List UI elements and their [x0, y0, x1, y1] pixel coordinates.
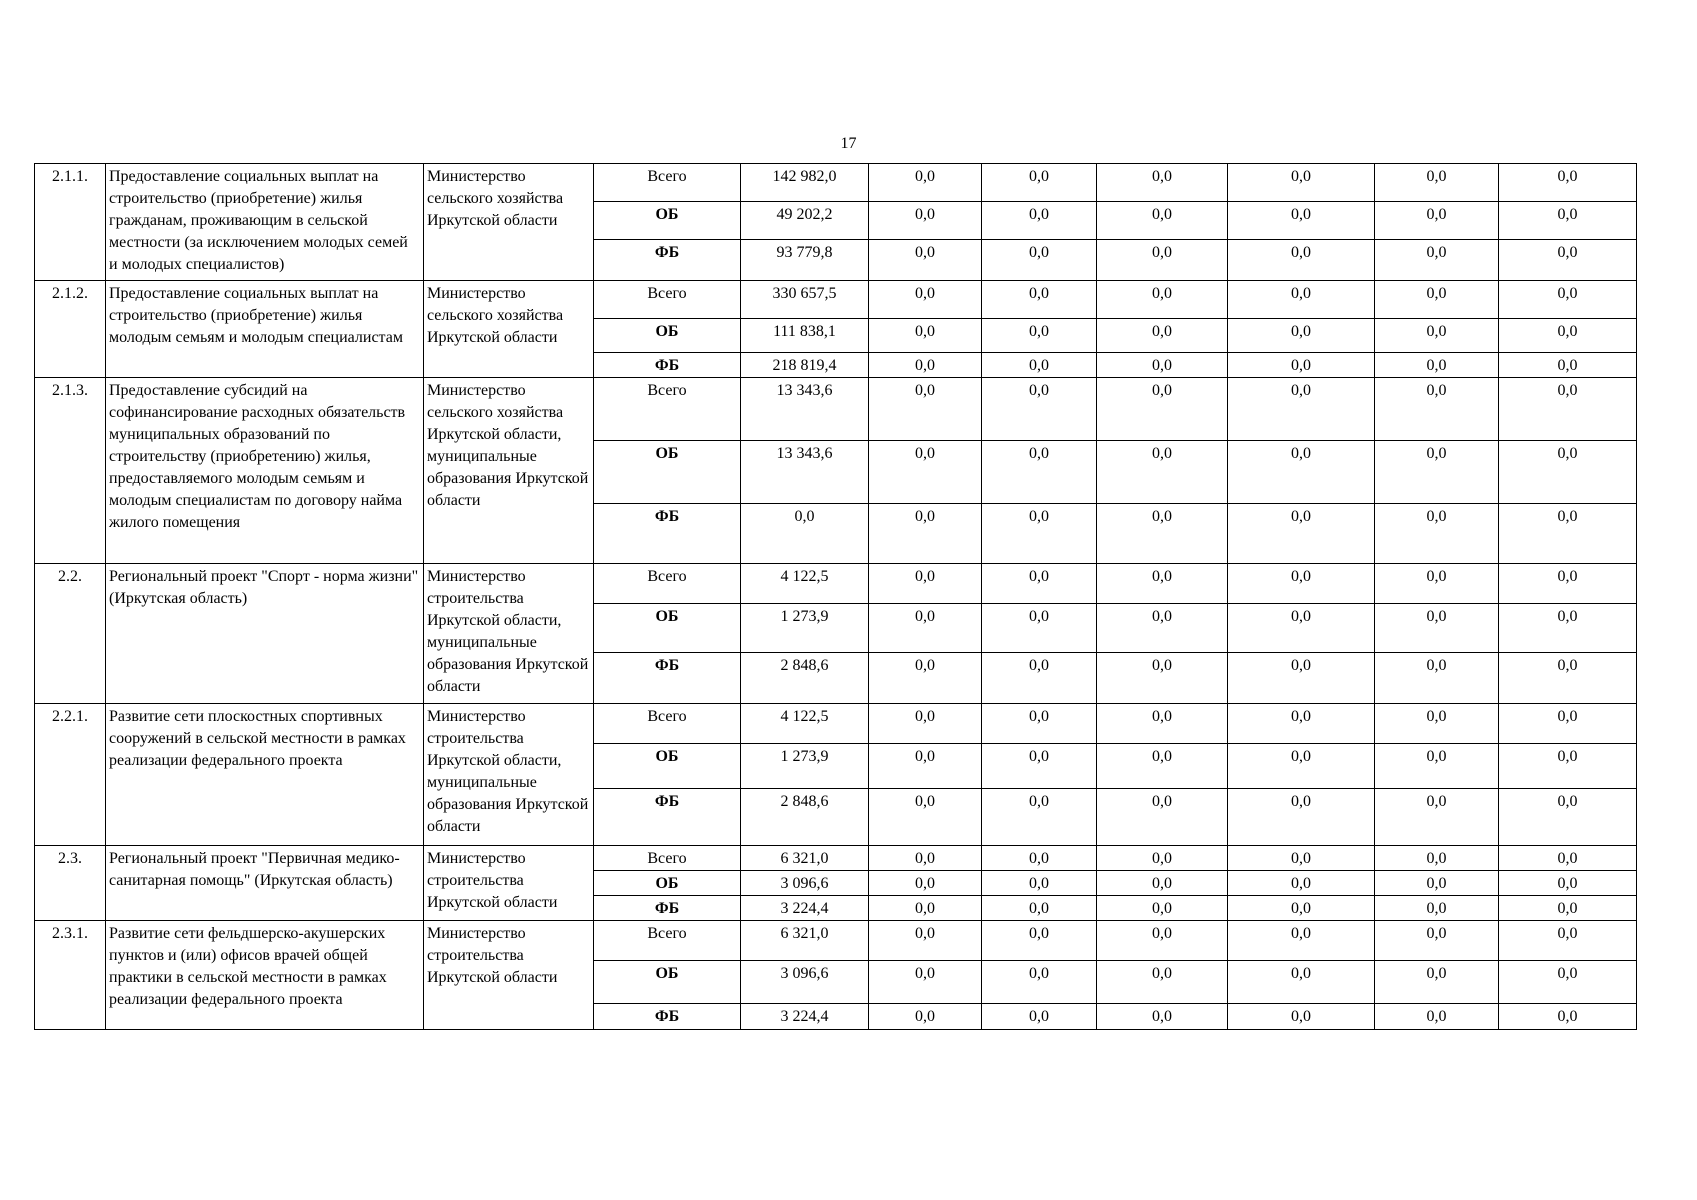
funding-year-value: 0,0 — [1228, 240, 1375, 281]
funding-year-value: 0,0 — [1375, 164, 1499, 202]
item-code: 2.3. — [35, 846, 106, 921]
funding-year-value: 0,0 — [869, 653, 982, 704]
funding-year-value: 0,0 — [1499, 846, 1637, 871]
item-executor: Министерство сельского хозяйства Иркутской области, муниципальные образования Иркутской области — [424, 378, 594, 564]
funding-total: 1 273,9 — [741, 604, 869, 653]
page-number: 17 — [840, 135, 857, 152]
table-row — [35, 921, 1637, 961]
item-code: 2.2. — [35, 564, 106, 704]
funding-source: ФБ — [594, 504, 741, 564]
funding-year-value: 0,0 — [1499, 441, 1637, 504]
funding-year-value: 0,0 — [1375, 604, 1499, 653]
funding-year-value: 0,0 — [1375, 1004, 1499, 1030]
item-executor: Министерство строительства Иркутской области, муниципальные образования Иркутской области — [424, 564, 594, 704]
item-executor: Министерство сельского хозяйства Иркутской области — [424, 164, 594, 281]
funding-total: 3 096,6 — [741, 961, 869, 1004]
funding-year-value: 0,0 — [1097, 564, 1228, 604]
funding-year-value: 0,0 — [982, 504, 1097, 564]
funding-year-value: 0,0 — [1097, 604, 1228, 653]
funding-total: 4 122,5 — [741, 564, 869, 604]
funding-year-value: 0,0 — [1097, 921, 1228, 961]
funding-source: ФБ — [594, 353, 741, 378]
table-row — [35, 281, 1637, 319]
item-name: Предоставление социальных выплат на строительство (приобретение) жилья молодым семьям и молодым специалистам — [106, 281, 424, 378]
funding-source: Всего — [594, 164, 741, 202]
funding-total: 93 779,8 — [741, 240, 869, 281]
funding-year-value: 0,0 — [1499, 353, 1637, 378]
funding-year-value: 0,0 — [982, 846, 1097, 871]
funding-year-value: 0,0 — [982, 871, 1097, 896]
funding-year-value: 0,0 — [982, 1004, 1097, 1030]
funding-source: Всего — [594, 378, 741, 441]
funding-source: ФБ — [594, 896, 741, 921]
funding-year-value: 0,0 — [1228, 202, 1375, 240]
funding-year-value: 0,0 — [1375, 441, 1499, 504]
funding-year-value: 0,0 — [1499, 378, 1637, 441]
funding-year-value: 0,0 — [1499, 744, 1637, 789]
funding-year-value: 0,0 — [982, 441, 1097, 504]
item-code: 2.1.3. — [35, 378, 106, 564]
funding-total: 2 848,6 — [741, 789, 869, 846]
item-executor: Министерство строительства Иркутской области, муниципальные образования Иркутской области — [424, 704, 594, 846]
funding-year-value: 0,0 — [1375, 378, 1499, 441]
funding-year-value: 0,0 — [1228, 704, 1375, 744]
funding-year-value: 0,0 — [1228, 281, 1375, 319]
funding-year-value: 0,0 — [1097, 441, 1228, 504]
item-executor: Министерство сельского хозяйства Иркутской области — [424, 281, 594, 378]
funding-year-value: 0,0 — [869, 871, 982, 896]
funding-year-value: 0,0 — [1097, 961, 1228, 1004]
funding-year-value: 0,0 — [1375, 319, 1499, 353]
funding-source: ОБ — [594, 961, 741, 1004]
funding-source: Всего — [594, 564, 741, 604]
funding-year-value: 0,0 — [1375, 744, 1499, 789]
funding-year-value: 0,0 — [1375, 653, 1499, 704]
funding-year-value: 0,0 — [1228, 871, 1375, 896]
funding-year-value: 0,0 — [1097, 704, 1228, 744]
funding-year-value: 0,0 — [1228, 441, 1375, 504]
funding-year-value: 0,0 — [1097, 653, 1228, 704]
item-name: Развитие сети фельдшерско-акушерских пунктов и (или) офисов врачей общей практики в сельской местности в рамках реализации федерального проекта — [106, 921, 424, 1030]
funding-year-value: 0,0 — [1097, 744, 1228, 789]
funding-year-value: 0,0 — [1499, 704, 1637, 744]
funding-year-value: 0,0 — [982, 704, 1097, 744]
funding-year-value: 0,0 — [1228, 789, 1375, 846]
funding-total: 6 321,0 — [741, 846, 869, 871]
funding-source: Всего — [594, 921, 741, 961]
funding-year-value: 0,0 — [982, 564, 1097, 604]
funding-year-value: 0,0 — [1375, 504, 1499, 564]
funding-total: 6 321,0 — [741, 921, 869, 961]
funding-year-value: 0,0 — [1499, 164, 1637, 202]
item-name: Предоставление субсидий на софинансирование расходных обязательств муниципальных образований по строительству (приобретению) жилья, предоставляемого молодым семьям и молодым специалистам по договору найма жилого помещения — [106, 378, 424, 564]
funding-table — [34, 163, 1637, 1030]
funding-year-value: 0,0 — [1499, 896, 1637, 921]
funding-year-value: 0,0 — [1499, 1004, 1637, 1030]
funding-year-value: 0,0 — [869, 789, 982, 846]
funding-year-value: 0,0 — [1097, 789, 1228, 846]
funding-year-value: 0,0 — [869, 896, 982, 921]
funding-year-value: 0,0 — [1375, 921, 1499, 961]
funding-year-value: 0,0 — [982, 378, 1097, 441]
funding-year-value: 0,0 — [1097, 353, 1228, 378]
funding-year-value: 0,0 — [1097, 504, 1228, 564]
funding-total: 3 224,4 — [741, 896, 869, 921]
funding-year-value: 0,0 — [869, 564, 982, 604]
funding-source: ФБ — [594, 653, 741, 704]
funding-year-value: 0,0 — [982, 281, 1097, 319]
funding-year-value: 0,0 — [982, 961, 1097, 1004]
item-executor: Министерство строительства Иркутской области — [424, 921, 594, 1030]
funding-year-value: 0,0 — [869, 921, 982, 961]
funding-year-value: 0,0 — [869, 744, 982, 789]
funding-year-value: 0,0 — [1375, 871, 1499, 896]
funding-total: 3 224,4 — [741, 1004, 869, 1030]
funding-source: Всего — [594, 281, 741, 319]
funding-year-value: 0,0 — [1499, 961, 1637, 1004]
table-row — [35, 846, 1637, 871]
funding-year-value: 0,0 — [1499, 202, 1637, 240]
funding-year-value: 0,0 — [1375, 704, 1499, 744]
funding-total: 4 122,5 — [741, 704, 869, 744]
funding-year-value: 0,0 — [1499, 281, 1637, 319]
funding-year-value: 0,0 — [869, 441, 982, 504]
funding-source: ОБ — [594, 319, 741, 353]
funding-year-value: 0,0 — [982, 896, 1097, 921]
funding-year-value: 0,0 — [982, 240, 1097, 281]
funding-source: ФБ — [594, 1004, 741, 1030]
funding-source: ОБ — [594, 202, 741, 240]
funding-year-value: 0,0 — [1097, 240, 1228, 281]
funding-year-value: 0,0 — [869, 319, 982, 353]
funding-year-value: 0,0 — [1097, 846, 1228, 871]
funding-source: Всего — [594, 704, 741, 744]
funding-year-value: 0,0 — [1375, 961, 1499, 1004]
funding-year-value: 0,0 — [982, 653, 1097, 704]
funding-year-value: 0,0 — [869, 202, 982, 240]
funding-total: 13 343,6 — [741, 378, 869, 441]
table-row — [35, 164, 1637, 202]
funding-year-value: 0,0 — [1228, 564, 1375, 604]
funding-year-value: 0,0 — [869, 240, 982, 281]
item-name: Развитие сети плоскостных спортивных сооружений в сельской местности в рамках реализации федерального проекта — [106, 704, 424, 846]
funding-year-value: 0,0 — [869, 281, 982, 319]
table-row — [35, 704, 1637, 744]
item-name: Региональный проект "Спорт - норма жизни" (Иркутская область) — [106, 564, 424, 704]
funding-year-value: 0,0 — [1228, 921, 1375, 961]
funding-source: Всего — [594, 846, 741, 871]
table-row — [35, 378, 1637, 441]
funding-year-value: 0,0 — [982, 604, 1097, 653]
funding-year-value: 0,0 — [982, 789, 1097, 846]
funding-year-value: 0,0 — [982, 353, 1097, 378]
item-code: 2.1.2. — [35, 281, 106, 378]
funding-year-value: 0,0 — [1375, 789, 1499, 846]
item-name: Предоставление социальных выплат на строительство (приобретение) жилья гражданам, проживающим в сельской местности (за исключением молодых семей и молодых специалистов) — [106, 164, 424, 281]
funding-year-value: 0,0 — [869, 353, 982, 378]
funding-year-value: 0,0 — [869, 846, 982, 871]
funding-year-value: 0,0 — [1499, 319, 1637, 353]
funding-total: 13 343,6 — [741, 441, 869, 504]
item-code: 2.1.1. — [35, 164, 106, 281]
funding-source: ФБ — [594, 240, 741, 281]
item-executor: Министерство строительства Иркутской области — [424, 846, 594, 921]
funding-year-value: 0,0 — [1228, 1004, 1375, 1030]
funding-year-value: 0,0 — [1228, 846, 1375, 871]
funding-year-value: 0,0 — [869, 1004, 982, 1030]
funding-year-value: 0,0 — [1228, 164, 1375, 202]
funding-year-value: 0,0 — [1097, 202, 1228, 240]
funding-year-value: 0,0 — [1375, 353, 1499, 378]
funding-year-value: 0,0 — [1097, 896, 1228, 921]
funding-year-value: 0,0 — [869, 961, 982, 1004]
funding-year-value: 0,0 — [1097, 164, 1228, 202]
funding-year-value: 0,0 — [1375, 564, 1499, 604]
funding-year-value: 0,0 — [869, 604, 982, 653]
funding-year-value: 0,0 — [1499, 871, 1637, 896]
funding-source: ОБ — [594, 441, 741, 504]
funding-total: 218 819,4 — [741, 353, 869, 378]
funding-year-value: 0,0 — [1228, 896, 1375, 921]
funding-year-value: 0,0 — [869, 504, 982, 564]
funding-source: ОБ — [594, 604, 741, 653]
funding-source: ОБ — [594, 744, 741, 789]
funding-year-value: 0,0 — [1499, 653, 1637, 704]
funding-year-value: 0,0 — [1097, 871, 1228, 896]
funding-year-value: 0,0 — [869, 704, 982, 744]
funding-year-value: 0,0 — [1228, 353, 1375, 378]
funding-year-value: 0,0 — [1499, 921, 1637, 961]
funding-year-value: 0,0 — [1375, 202, 1499, 240]
funding-year-value: 0,0 — [1375, 896, 1499, 921]
funding-year-value: 0,0 — [1375, 846, 1499, 871]
item-code: 2.3.1. — [35, 921, 106, 1030]
funding-year-value: 0,0 — [982, 164, 1097, 202]
funding-year-value: 0,0 — [1228, 744, 1375, 789]
table-row — [35, 564, 1637, 604]
funding-source: ОБ — [594, 871, 741, 896]
funding-total: 49 202,2 — [741, 202, 869, 240]
funding-year-value: 0,0 — [1228, 504, 1375, 564]
funding-year-value: 0,0 — [1097, 319, 1228, 353]
funding-year-value: 0,0 — [1097, 1004, 1228, 1030]
funding-year-value: 0,0 — [1228, 961, 1375, 1004]
funding-total: 3 096,6 — [741, 871, 869, 896]
funding-source: ФБ — [594, 789, 741, 846]
funding-year-value: 0,0 — [869, 378, 982, 441]
funding-total: 330 657,5 — [741, 281, 869, 319]
funding-year-value: 0,0 — [1499, 504, 1637, 564]
funding-year-value: 0,0 — [982, 202, 1097, 240]
funding-year-value: 0,0 — [1499, 604, 1637, 653]
funding-year-value: 0,0 — [982, 319, 1097, 353]
funding-year-value: 0,0 — [1375, 281, 1499, 319]
funding-total: 111 838,1 — [741, 319, 869, 353]
funding-year-value: 0,0 — [982, 744, 1097, 789]
funding-year-value: 0,0 — [1375, 240, 1499, 281]
funding-total: 142 982,0 — [741, 164, 869, 202]
funding-year-value: 0,0 — [1499, 564, 1637, 604]
funding-year-value: 0,0 — [1097, 281, 1228, 319]
funding-year-value: 0,0 — [1228, 319, 1375, 353]
funding-year-value: 0,0 — [1228, 653, 1375, 704]
funding-year-value: 0,0 — [1228, 604, 1375, 653]
funding-year-value: 0,0 — [869, 164, 982, 202]
funding-year-value: 0,0 — [1228, 378, 1375, 441]
funding-year-value: 0,0 — [1097, 378, 1228, 441]
funding-year-value: 0,0 — [1499, 240, 1637, 281]
item-code: 2.2.1. — [35, 704, 106, 846]
funding-total: 0,0 — [741, 504, 869, 564]
funding-total: 2 848,6 — [741, 653, 869, 704]
funding-total: 1 273,9 — [741, 744, 869, 789]
funding-year-value: 0,0 — [982, 921, 1097, 961]
funding-year-value: 0,0 — [1499, 789, 1637, 846]
item-name: Региональный проект "Первичная медико-санитарная помощь" (Иркутская область) — [106, 846, 424, 921]
